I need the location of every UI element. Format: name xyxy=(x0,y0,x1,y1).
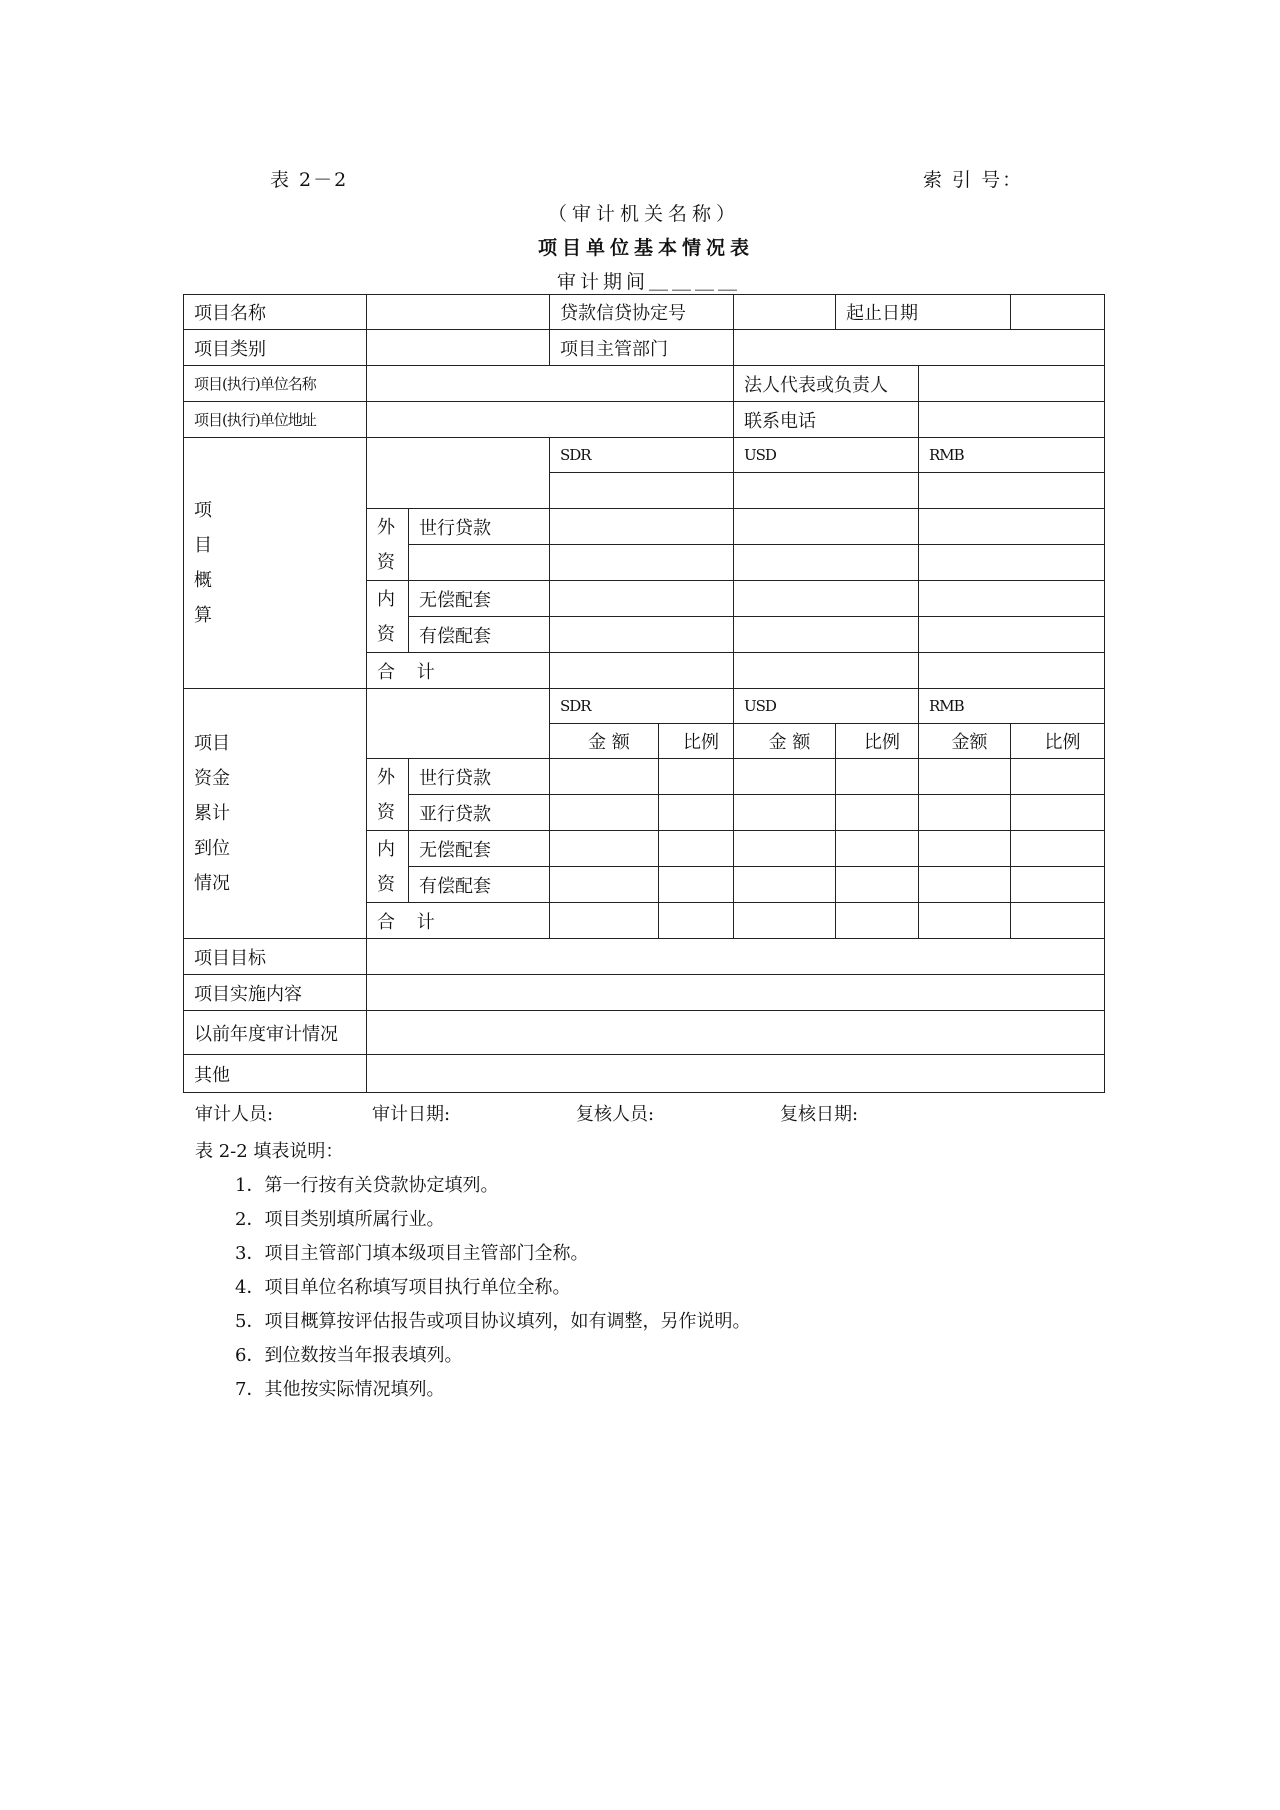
implementation-label: 项目实施内容 xyxy=(184,975,367,1011)
phone-value[interactable] xyxy=(919,402,1105,438)
supervising-dept-value[interactable] xyxy=(734,330,1105,366)
funds-cell[interactable] xyxy=(734,831,836,867)
funds-usd-ratio-header: 比例 xyxy=(836,724,919,759)
note-item: 7．其他按实际情况填列。 xyxy=(235,1379,445,1400)
budget-cell[interactable] xyxy=(734,509,919,545)
foreign-char: 资 xyxy=(377,551,395,573)
budget-cell[interactable] xyxy=(734,617,919,653)
audit-date-label: 审计日期: xyxy=(372,1104,451,1125)
loan-agreement-no-value[interactable] xyxy=(734,295,836,330)
notes-title: 表 2-2 填表说明： xyxy=(195,1141,344,1162)
budget-total-label: 合 计 xyxy=(367,653,550,689)
funds-cell[interactable] xyxy=(734,759,836,795)
budget-currency-rmb: RMB xyxy=(919,438,1105,473)
funds-cell[interactable] xyxy=(550,795,659,831)
funds-cell[interactable] xyxy=(836,759,919,795)
foreign-char: 资 xyxy=(377,801,395,823)
foreign-char: 外 xyxy=(377,516,395,538)
other-label: 其他 xyxy=(184,1055,367,1093)
funds-cell[interactable] xyxy=(836,867,919,903)
table-number: 表 2－2 xyxy=(270,169,349,191)
legal-rep-label: 法人代表或负责人 xyxy=(734,366,919,402)
funds-cell[interactable] xyxy=(550,831,659,867)
domestic-char: 内 xyxy=(377,838,395,860)
exec-unit-address-label: 项目(执行)单位地址 xyxy=(184,402,367,438)
funds-cell[interactable] xyxy=(734,795,836,831)
project-name-value[interactable] xyxy=(367,295,550,330)
budget-cell[interactable] xyxy=(550,509,734,545)
other-value[interactable] xyxy=(367,1055,1105,1093)
note-item: 6．到位数按当年报表填列。 xyxy=(235,1345,463,1366)
funds-cell[interactable] xyxy=(550,867,659,903)
funds-cell[interactable] xyxy=(659,903,734,939)
funds-cell[interactable] xyxy=(836,903,919,939)
funds-cell[interactable] xyxy=(550,903,659,939)
note-item: 3．项目主管部门填本级项目主管部门全称。 xyxy=(235,1243,589,1264)
budget-cell[interactable] xyxy=(550,581,734,617)
project-goal-label: 项目目标 xyxy=(184,939,367,975)
funds-cell[interactable] xyxy=(1011,867,1105,903)
budget-cell[interactable] xyxy=(734,653,919,689)
budget-label-char: 目 xyxy=(194,535,212,556)
budget-section-label xyxy=(184,438,367,689)
budget-cell[interactable] xyxy=(734,473,919,509)
funds-usd-amount-header: 金 额 xyxy=(734,724,836,759)
funds-cell[interactable] xyxy=(919,759,1011,795)
budget-cell[interactable] xyxy=(550,473,734,509)
funds-cell[interactable] xyxy=(919,831,1011,867)
funds-currency-sdr: SDR xyxy=(550,689,734,724)
project-category-label: 项目类别 xyxy=(184,330,367,366)
note-item: 4．项目单位名称填写项目执行单位全称。 xyxy=(235,1277,571,1298)
funds-cell[interactable] xyxy=(1011,795,1105,831)
legal-rep-value[interactable] xyxy=(919,366,1105,402)
funds-section-label xyxy=(184,689,367,939)
budget-cell[interactable] xyxy=(734,581,919,617)
domestic-char: 内 xyxy=(377,588,395,610)
review-date-label: 复核日期: xyxy=(780,1104,859,1125)
project-name-label: 项目名称 xyxy=(184,295,367,330)
funds-total-label: 合 计 xyxy=(367,903,550,939)
audit-period: 审计期间＿＿＿＿ xyxy=(557,271,742,293)
loan-agreement-no-label: 贷款信贷协定号 xyxy=(550,295,734,330)
funds-domestic-label xyxy=(367,831,409,903)
budget-cell[interactable] xyxy=(919,473,1105,509)
funds-currency-usd: USD xyxy=(734,689,919,724)
index-number-label: 索 引 号： xyxy=(923,169,1024,191)
project-category-value[interactable] xyxy=(367,330,550,366)
funds-cell[interactable] xyxy=(659,795,734,831)
funds-label-line: 资金 xyxy=(194,768,230,789)
note-item: 1．第一行按有关贷款协定填列。 xyxy=(235,1175,499,1196)
budget-label-char: 概 xyxy=(194,570,212,591)
budget-cell[interactable] xyxy=(550,617,734,653)
implementation-value[interactable] xyxy=(367,975,1105,1011)
project-goal-value[interactable] xyxy=(367,939,1105,975)
funds-cell[interactable] xyxy=(659,759,734,795)
funds-world-bank-loan: 世行贷款 xyxy=(409,759,550,795)
budget-blank-cell xyxy=(367,438,550,509)
funds-sdr-ratio-header: 比例 xyxy=(659,724,734,759)
funds-adb-loan: 亚行贷款 xyxy=(409,795,550,831)
exec-unit-name-label: 项目(执行)单位名称 xyxy=(184,366,367,402)
funds-cell[interactable] xyxy=(919,903,1011,939)
budget-domestic-label xyxy=(367,581,409,653)
domestic-char: 资 xyxy=(377,873,395,895)
start-end-date-value[interactable] xyxy=(1011,295,1105,330)
budget-paid-matching: 有偿配套 xyxy=(409,617,550,653)
funds-currency-rmb: RMB xyxy=(919,689,1105,724)
supervising-dept-label: 项目主管部门 xyxy=(550,330,734,366)
funds-label-line: 累计 xyxy=(194,803,230,824)
reviewer-label: 复核人员: xyxy=(576,1104,655,1125)
funds-sdr-amount-header: 金 额 xyxy=(550,724,659,759)
funds-rmb-ratio-header: 比例 xyxy=(1011,724,1105,759)
exec-unit-name-value[interactable] xyxy=(367,366,734,402)
funds-label-line: 项目 xyxy=(194,733,230,754)
funds-label-line: 情况 xyxy=(194,873,230,894)
prior-audit-value[interactable] xyxy=(367,1011,1105,1055)
foreign-char: 外 xyxy=(377,766,395,788)
funds-cell[interactable] xyxy=(919,867,1011,903)
project-info-table xyxy=(183,294,1105,1093)
fill-instructions xyxy=(195,1135,750,1407)
funds-label-line: 到位 xyxy=(194,838,230,859)
funds-cell[interactable] xyxy=(836,831,919,867)
funds-rmb-amount-header: 金额 xyxy=(919,724,1011,759)
budget-cell[interactable] xyxy=(919,545,1105,581)
domestic-char: 资 xyxy=(377,623,395,645)
budget-cell[interactable] xyxy=(919,617,1105,653)
budget-cell[interactable] xyxy=(550,653,734,689)
budget-cell[interactable] xyxy=(919,509,1105,545)
budget-currency-sdr: SDR xyxy=(550,438,734,473)
funds-cell[interactable] xyxy=(659,831,734,867)
note-item: 2．项目类别填所属行业。 xyxy=(235,1209,445,1230)
funds-paid-matching: 有偿配套 xyxy=(409,867,550,903)
budget-label-char: 算 xyxy=(194,605,212,626)
funds-cell[interactable] xyxy=(836,795,919,831)
funds-cell[interactable] xyxy=(550,759,659,795)
note-item: 5．项目概算按评估报告或项目协议填列，如有调整，另作说明。 xyxy=(235,1311,751,1332)
funds-cell[interactable] xyxy=(734,903,836,939)
budget-cell[interactable] xyxy=(919,581,1105,617)
budget-foreign-label xyxy=(367,509,409,581)
funds-cell[interactable] xyxy=(734,867,836,903)
budget-world-bank-loan: 世行贷款 xyxy=(409,509,550,545)
phone-label: 联系电话 xyxy=(734,402,919,438)
audit-org-name: （审计机关名称） xyxy=(548,203,741,225)
budget-cell[interactable] xyxy=(919,653,1105,689)
funds-cell[interactable] xyxy=(1011,759,1105,795)
funds-foreign-label xyxy=(367,759,409,831)
funds-blank-cell xyxy=(367,689,550,759)
budget-currency-usd: USD xyxy=(734,438,919,473)
exec-unit-address-value[interactable] xyxy=(367,402,734,438)
start-end-date-label: 起止日期 xyxy=(836,295,1011,330)
budget-cell[interactable] xyxy=(734,545,919,581)
funds-free-matching: 无偿配套 xyxy=(409,831,550,867)
auditor-label: 审计人员: xyxy=(195,1104,274,1125)
budget-free-matching: 无偿配套 xyxy=(409,581,550,617)
prior-audit-label: 以前年度审计情况 xyxy=(184,1011,367,1055)
form-title: 项目单位基本情况表 xyxy=(538,237,755,259)
budget-foreign-blank xyxy=(409,545,550,581)
funds-cell[interactable] xyxy=(919,795,1011,831)
funds-cell[interactable] xyxy=(659,867,734,903)
funds-cell[interactable] xyxy=(1011,831,1105,867)
budget-cell[interactable] xyxy=(550,545,734,581)
budget-label-char: 项 xyxy=(194,500,212,521)
funds-cell[interactable] xyxy=(1011,903,1105,939)
